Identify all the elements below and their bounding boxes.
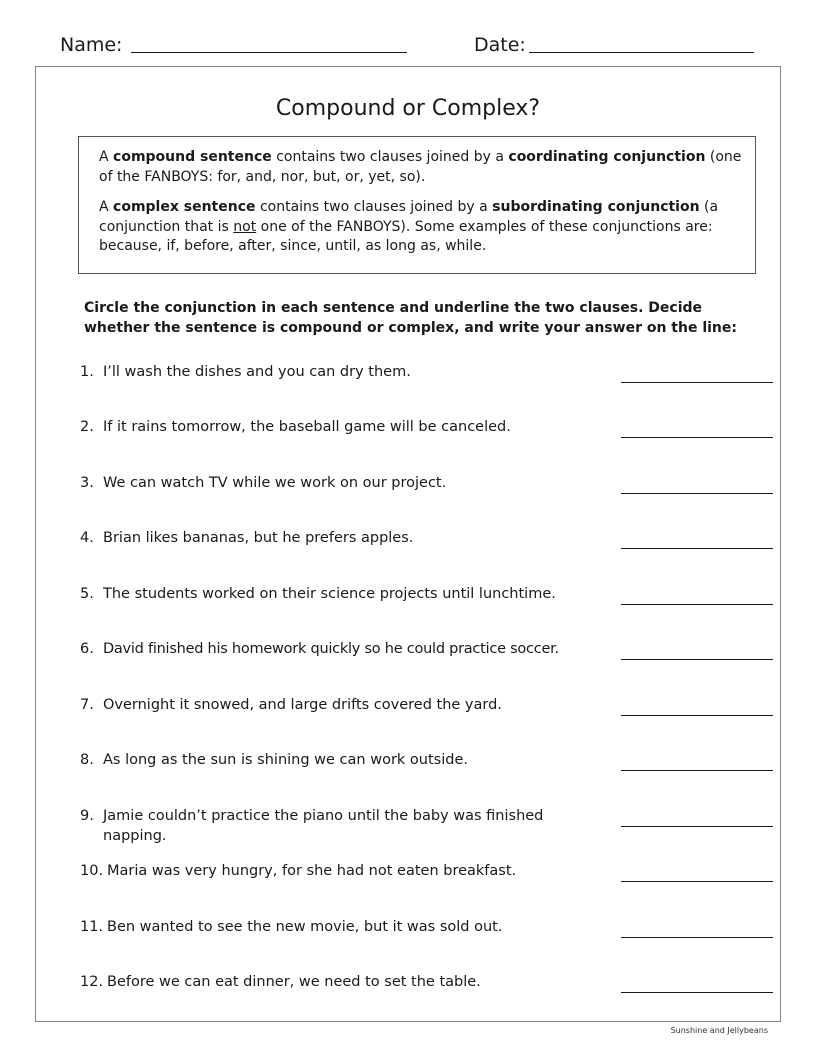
- question-number: 7.: [80, 697, 94, 713]
- name-line[interactable]: [131, 52, 407, 53]
- question-text: Overnight it snowed, and large drifts covered the yard.: [103, 697, 502, 713]
- question-text: Before we can eat dinner, we need to set the table.: [107, 974, 481, 990]
- definition-box: [78, 136, 756, 274]
- answer-line[interactable]: [621, 715, 773, 716]
- question-item: [80, 528, 620, 548]
- question-number: 10.: [80, 863, 104, 879]
- question-item: [80, 917, 620, 937]
- question-item: [80, 417, 620, 437]
- question-number: 11.: [80, 919, 104, 935]
- question-number: 1.: [80, 364, 94, 380]
- question-item: [80, 473, 620, 493]
- question-text: Brian likes bananas, but he prefers apples.: [103, 530, 414, 546]
- complex-definition: A complex sentence contains two clauses joined by a subordinating conjunction (a conjunction that is not one of the FANBOYS). Some examples of these conjunctions are: because, if, before, after, since, until, as long as, while.: [99, 199, 719, 254]
- question-item: [80, 639, 620, 659]
- question-item: [80, 584, 620, 604]
- question-text: Ben wanted to see the new movie, but it was sold out.: [107, 919, 503, 935]
- question-text: We can watch TV while we work on our project.: [103, 475, 447, 491]
- question-number: 2.: [80, 419, 94, 435]
- question-text: David finished his homework quickly so he could practice soccer.: [103, 641, 559, 657]
- question-item: [80, 972, 620, 992]
- answer-line[interactable]: [621, 826, 773, 827]
- answer-line[interactable]: [621, 437, 773, 438]
- answer-line[interactable]: [621, 604, 773, 605]
- answer-line[interactable]: [621, 493, 773, 494]
- name-label: Name:: [60, 34, 123, 56]
- question-item: [80, 861, 620, 881]
- question-number: 8.: [80, 752, 94, 768]
- question-item: [80, 750, 620, 770]
- compound-definition: A compound sentence contains two clauses joined by a coordinating conjunction (one of the FANBOYS: for, and, nor, but, or, yet, so).: [99, 149, 742, 185]
- answer-line[interactable]: [621, 992, 773, 993]
- question-number: 4.: [80, 530, 94, 546]
- question-text: The students worked on their science projects until lunchtime.: [103, 586, 556, 602]
- answer-line[interactable]: [621, 659, 773, 660]
- instructions: Circle the conjunction in each sentence and underline the two clauses. Decide whether the sentence is compound or complex, and write your answer on the line:: [84, 300, 737, 336]
- question-text: Jamie couldn’t practice the piano until the baby was finished napping.: [103, 808, 544, 844]
- question-number: 9.: [80, 808, 94, 824]
- date-line[interactable]: [529, 52, 754, 53]
- answer-line[interactable]: [621, 548, 773, 549]
- date-label: Date:: [474, 34, 526, 56]
- question-item: [80, 362, 620, 382]
- answer-line[interactable]: [621, 382, 773, 383]
- question-number: 12.: [80, 974, 104, 990]
- question-text: If it rains tomorrow, the baseball game will be canceled.: [103, 419, 511, 435]
- worksheet-title: Compound or Complex?: [275, 96, 541, 121]
- question-item: [80, 695, 620, 715]
- question-text: Maria was very hungry, for she had not eaten breakfast.: [107, 863, 517, 879]
- question-number: 5.: [80, 586, 94, 602]
- question-item: [80, 806, 600, 846]
- question-number: 3.: [80, 475, 94, 491]
- answer-line[interactable]: [621, 937, 773, 938]
- question-text: As long as the sun is shining we can work outside.: [103, 752, 468, 768]
- answer-line[interactable]: [621, 770, 773, 771]
- answer-line[interactable]: [621, 881, 773, 882]
- question-text: I’ll wash the dishes and you can dry them.: [103, 364, 411, 380]
- footer-credit: Sunshine and Jellybeans: [670, 1026, 768, 1035]
- question-number: 6.: [80, 641, 94, 657]
